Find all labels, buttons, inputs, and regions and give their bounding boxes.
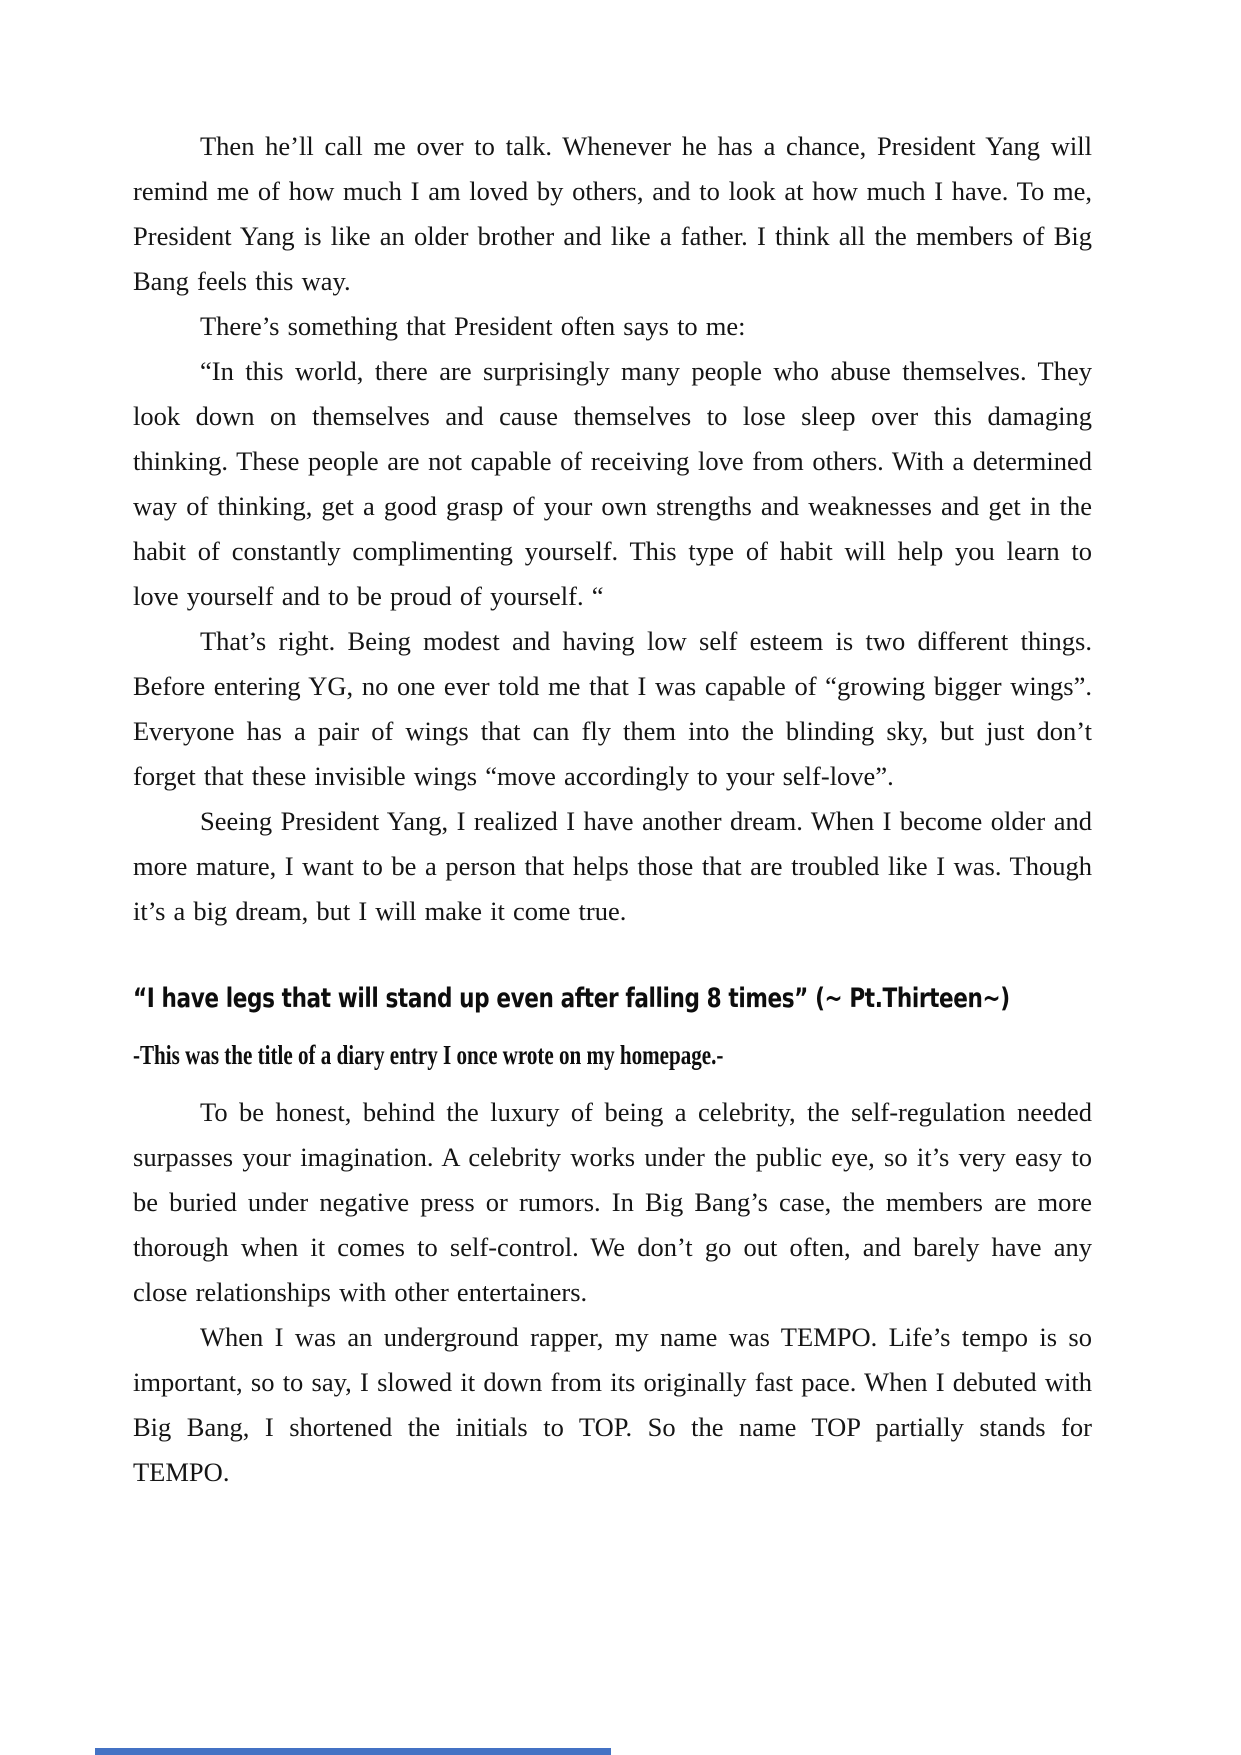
paragraph: Then he’ll call me over to talk. Whenever he has a chance, President Yang will remind me of how much I am loved by others, and to look at how much I have. To me, President Yang is like an older brother and like a father. I think all the members of Big Bang feels this way. xyxy=(133,131,1092,296)
section-subtitle-text: -This was the title of a diary entry I once wrote on my homepage.- xyxy=(133,1040,724,1070)
paragraph: Seeing President Yang, I realized I have another dream. When I become older and more mature, I want to be a person that helps those that are troubled like I was. Though it’s a big dream, but I will make it come true. xyxy=(133,806,1092,926)
section-heading-text: “I have legs that will stand up even after falling 8 times” (~ Pt.Thirteen~) xyxy=(133,983,1010,1014)
bottom-blue-bar xyxy=(95,1748,611,1755)
paragraph: To be honest, behind the luxury of being a celebrity, the self-regulation needed surpasses your imagination. A celebrity works under the public eye, so it’s very easy to be buried under negative press or rumors. In Big Bang’s case, the members are more thorough when it comes to self-control. We don’t go out often, and barely have any close relationships with other entertainers. xyxy=(133,1097,1092,1307)
paragraph: “In this world, there are surprisingly many people who abuse themselves. They look down on themselves and cause themselves to lose sleep over this damaging thinking. These people are not capable of receiving love from others. With a determined way of thinking, get a good grasp of your own strengths and weaknesses and get in the habit of constantly complimenting yourself. This type of habit will help you learn to love yourself and to be proud of yourself. “ xyxy=(133,356,1092,611)
paragraph: That’s right. Being modest and having low self esteem is two different things. Before entering YG, no one ever told me that I was capable of “growing bigger wings”. Everyone has a pair of wings that can fly them into the blinding sky, but just don’t forget that these invisible wings “move accordingly to your self-love”. xyxy=(133,626,1092,791)
section-heading xyxy=(133,976,1092,1022)
section-subtitle xyxy=(133,1034,1092,1076)
paragraph: When I was an underground rapper, my name was TEMPO. Life’s tempo is so important, so to say, I slowed it down from its originally fast pace. When I debuted with Big Bang, I shortened the initials to TOP. So the name TOP partially stands for TEMPO. xyxy=(133,1322,1092,1487)
paragraph: There’s something that President often says to me: xyxy=(200,311,746,341)
